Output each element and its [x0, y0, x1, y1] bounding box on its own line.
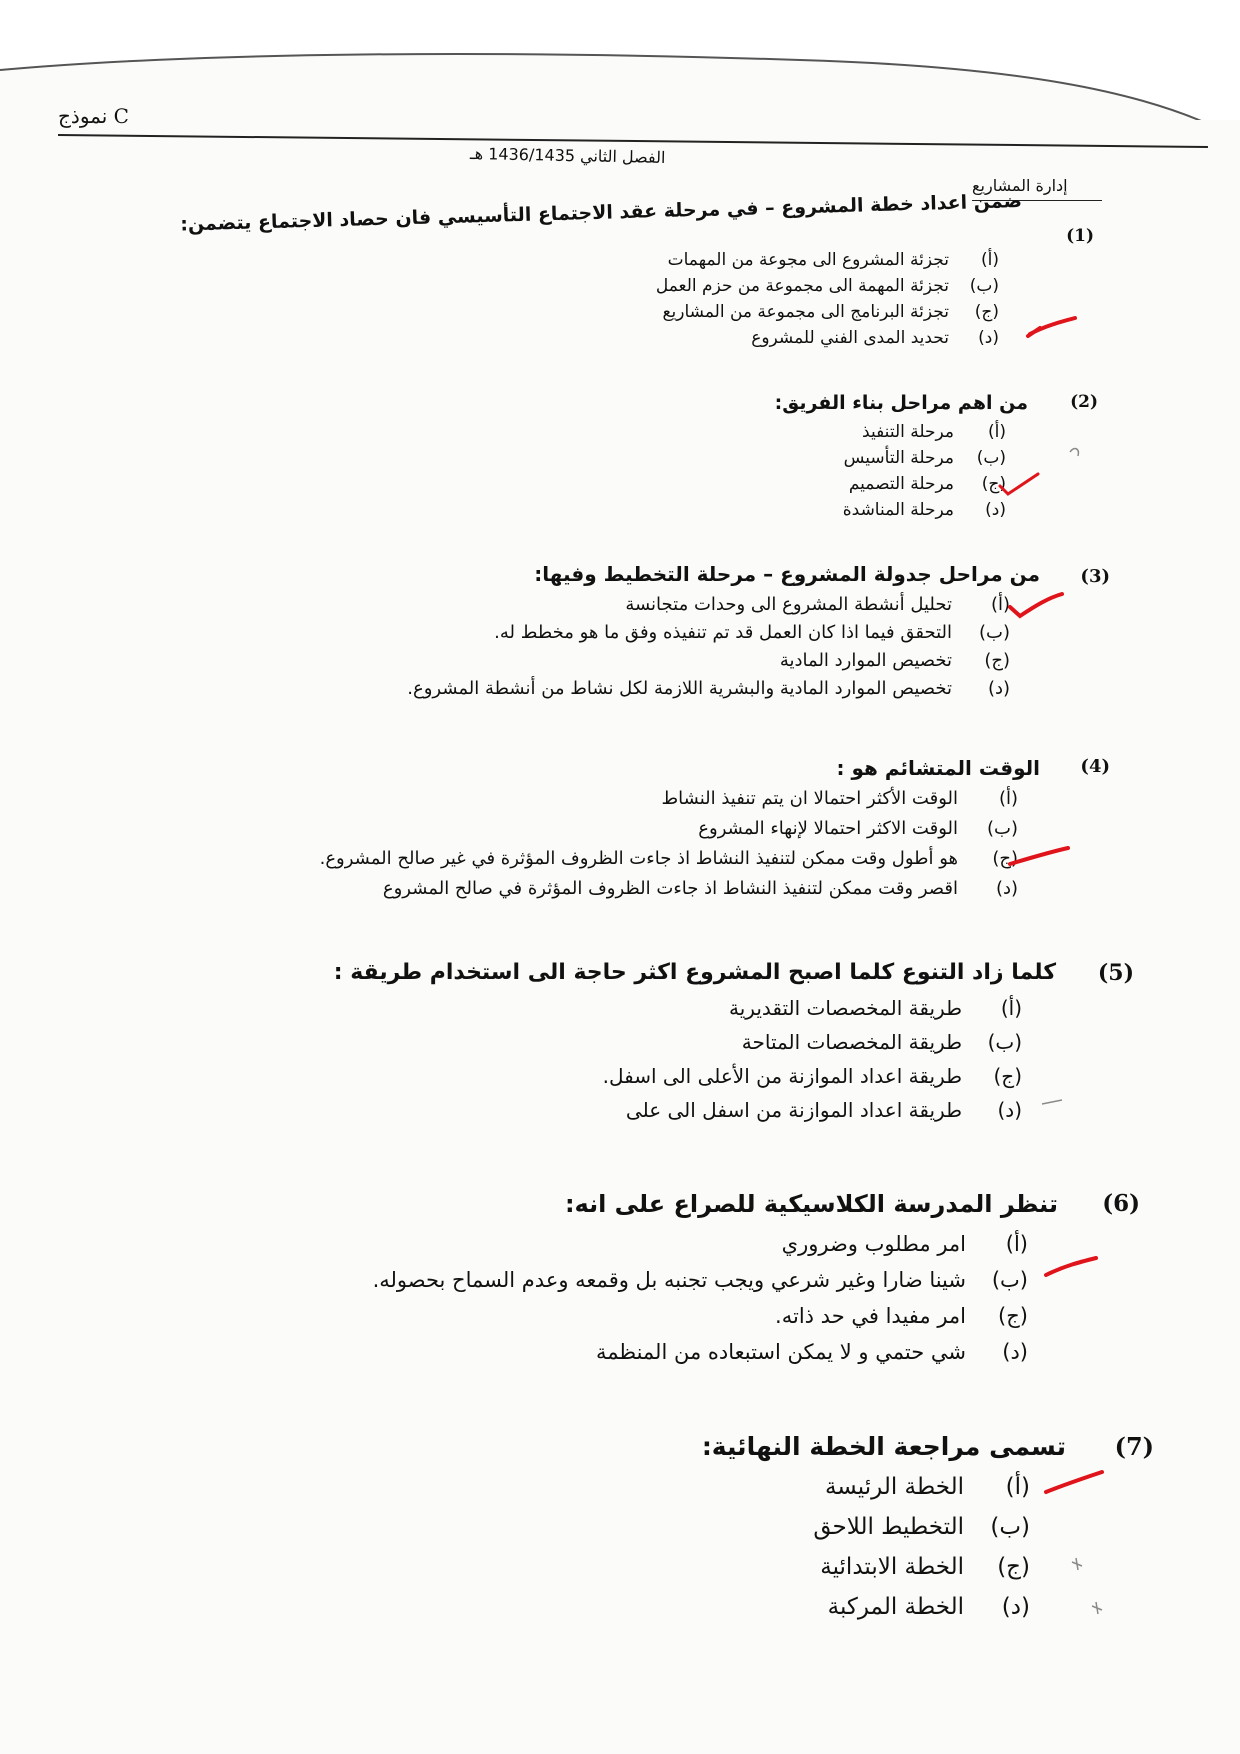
- question-text: ضمن اعداد خطة المشروع – في مرحلة عقد الاجتماع التأسيسي فان حصاد الاجتماع يتضمن:: [180, 190, 1023, 236]
- option-letter: (أ): [998, 788, 1018, 809]
- option-text: التخطيط اللاحق: [813, 1514, 964, 1540]
- pencil-tick-q5: [1042, 1100, 1062, 1104]
- option-text: هو أطول وقت ممكن لتنفيذ النشاط اذ جاءت الظروف المؤثرة في غير صالح المشروع.: [319, 848, 958, 869]
- question-number: (2): [1070, 392, 1098, 412]
- option-letter: (ج): [993, 1064, 1022, 1088]
- option-letter: (ج): [997, 1554, 1030, 1580]
- option-letter: (د): [997, 1098, 1022, 1122]
- option-letter: (ب): [991, 1268, 1028, 1292]
- question-number: (5): [1097, 960, 1134, 986]
- pencil-tick-q7c: [1072, 1558, 1082, 1570]
- question-text: الوقت المتشائم هو :: [836, 756, 1040, 780]
- option-letter: (أ): [981, 250, 999, 270]
- option-text: الخطة الابتدائية: [820, 1554, 964, 1580]
- option-text: الوقت الاكثر احتمالا لإنهاء المشروع: [698, 818, 958, 839]
- question-number: (6): [1102, 1190, 1140, 1217]
- option-text: تحديد المدى الفني للمشروع: [751, 328, 949, 348]
- option-letter: (ب): [979, 622, 1010, 643]
- semester-label: الفصل الثاني 1436/1435 هـ: [469, 143, 666, 168]
- option-letter: (ج): [998, 1304, 1028, 1328]
- option-letter: (أ): [990, 594, 1010, 615]
- option-text: طريقة اعداد الموازنة من اسفل الى على: [625, 1098, 962, 1122]
- option-letter: (أ): [1005, 1232, 1028, 1256]
- option-text: مرحلة التصميم: [848, 474, 954, 494]
- option-text: الخطة الرئيسة: [824, 1474, 964, 1500]
- option-text: امر مفيدا في حد ذاته.: [775, 1304, 966, 1328]
- question-number: (1): [1066, 226, 1094, 246]
- option-letter: (ج): [984, 650, 1010, 671]
- option-text: مرحلة التأسيس: [843, 448, 954, 468]
- question-number: (4): [1080, 756, 1110, 777]
- option-text: طريقة اعداد الموازنة من الأعلى الى اسفل.: [602, 1064, 962, 1088]
- option-letter: (أ): [988, 422, 1006, 442]
- pen-mark-q7: [1046, 1472, 1102, 1492]
- option-letter: (ب): [987, 818, 1018, 839]
- option-text: تخصيص الموارد المادية: [779, 650, 952, 671]
- option-letter: (د): [985, 500, 1006, 520]
- course-title: إدارة المشاريع: [972, 176, 1068, 195]
- option-text: الوقت الأكثر احتمالا ان يتم تنفيذ النشاط: [661, 788, 958, 809]
- question-text: من مراحل جدولة المشروع – مرحلة التخطيط وفيها:: [534, 562, 1040, 586]
- pen-mark-q4: [1010, 848, 1068, 864]
- option-text: تجزئة المهمة الى مجموعة من حزم العمل: [655, 276, 949, 296]
- question-text: من اهم مراحل بناء الفريق:: [774, 392, 1028, 414]
- option-text: تجزئة البرنامج الى مجموعة من المشاريع: [662, 302, 949, 322]
- pen-mark-q3: [1010, 594, 1062, 616]
- question-text: كلما زاد التنوع كلما اصبح المشروع اكثر حاجة الى استخدام طريقة :: [333, 960, 1056, 985]
- option-letter: (ج): [974, 302, 999, 322]
- option-text: شينا ضارا وغير شرعي ويجب تجنبه بل وقمعه وعدم السماح بحصوله.: [372, 1268, 966, 1292]
- option-text: مرحلة المناشدة: [842, 500, 954, 520]
- option-text: اقصر وقت ممكن لتنفيذ النشاط اذ جاءت الظروف المؤثرة في صالح المشروع: [382, 878, 958, 899]
- option-text: امر مطلوب وضروري: [781, 1232, 966, 1256]
- pen-mark-q2: [1000, 474, 1038, 494]
- option-text: طريقة المخصصات التقديرية: [729, 996, 962, 1020]
- question-number: (7): [1114, 1432, 1154, 1461]
- option-text: تحليل أنشطة المشروع الى وحدات متجانسة: [625, 594, 952, 615]
- option-letter: (ب): [990, 1514, 1030, 1540]
- option-letter: (ب): [969, 276, 999, 296]
- model-label: نموذج C: [58, 104, 129, 128]
- pen-mark-q6: [1046, 1258, 1096, 1275]
- option-letter: (ج): [992, 848, 1018, 869]
- option-letter: (د): [1001, 1594, 1030, 1620]
- option-letter: (ب): [976, 448, 1006, 468]
- option-letter: (د): [978, 328, 999, 348]
- option-text: طريقة المخصصات المتاحة: [741, 1030, 962, 1054]
- pencil-tick-q2: [1070, 449, 1078, 456]
- question-text: تسمى مراجعة الخطة النهائية:: [701, 1432, 1066, 1461]
- pen-mark-q1: [1028, 318, 1075, 336]
- option-letter: (أ): [1005, 1474, 1030, 1500]
- option-text: الخطة المركبة: [827, 1594, 964, 1620]
- option-letter: (د): [987, 678, 1010, 699]
- option-text: التحقق فيما اذا كان العمل قد تم تنفيذه وفق ما هو مخطط له.: [494, 622, 952, 643]
- option-text: تجزئة المشروع الى مجوعة من المهمات: [667, 250, 949, 270]
- option-text: مرحلة التنفيذ: [862, 422, 954, 442]
- pencil-tick-q7d: [1092, 1602, 1102, 1614]
- option-letter: (د): [995, 878, 1018, 899]
- option-letter: (د): [1002, 1340, 1028, 1364]
- option-letter: (أ): [1000, 996, 1022, 1020]
- question-number: (3): [1080, 566, 1110, 587]
- option-letter: (ب): [987, 1030, 1022, 1054]
- option-text: تخصيص الموارد المادية والبشرية اللازمة لكل نشاط من أنشطة المشروع.: [407, 678, 952, 699]
- option-text: شي حتمي و لا يمكن استبعاده من المنظمة: [595, 1340, 966, 1364]
- option-letter: (ج): [981, 474, 1006, 494]
- question-text: تنظر المدرسة الكلاسيكية للصراع على انه:: [564, 1190, 1058, 1218]
